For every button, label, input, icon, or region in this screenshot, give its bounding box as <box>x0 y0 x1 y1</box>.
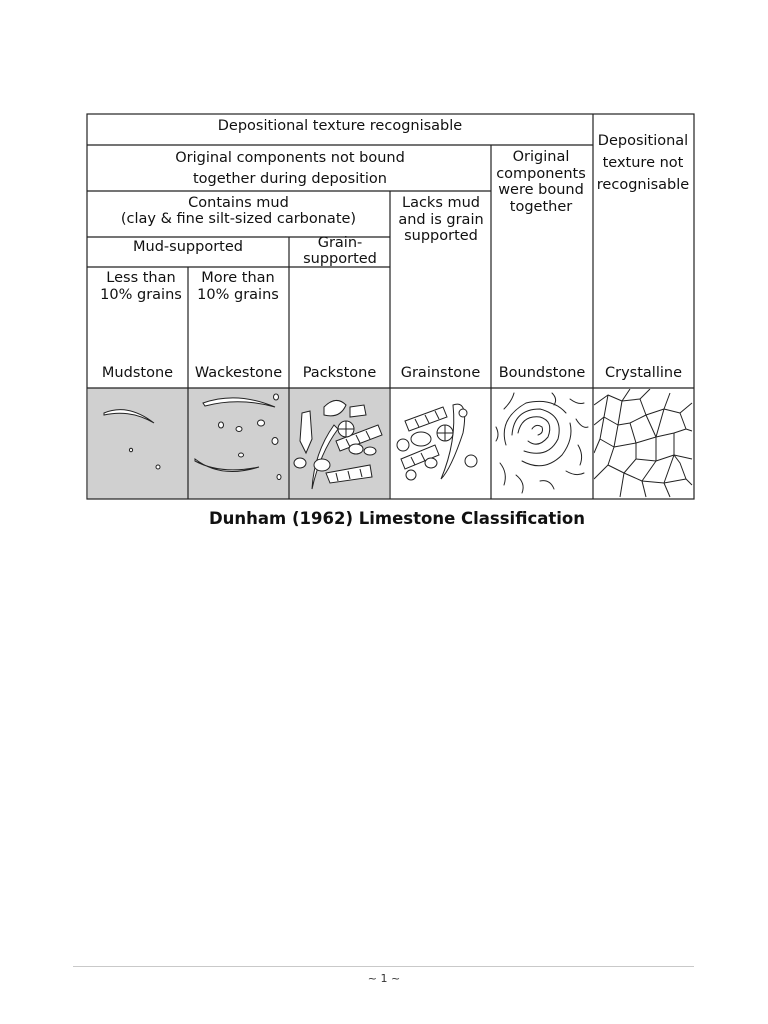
label-lacks-mud: Lacks mud and is grain supported <box>398 195 484 244</box>
label-contains-mud: Contains mud <box>188 195 289 211</box>
label-mud-supported: Mud-supported <box>133 239 243 255</box>
figure-caption: Dunham (1962) Limestone Classification <box>208 509 585 528</box>
label-not-bound: Original components not bound together during deposition <box>175 150 405 187</box>
footer-divider <box>73 966 694 967</box>
header-recognisable: Depositional texture recognisable <box>217 118 463 134</box>
rock-name-grainstone: Grainstone <box>400 365 481 381</box>
label-grain-supported: Grain-supported <box>303 235 377 267</box>
rock-name-mudstone: Mudstone <box>101 365 174 381</box>
rock-name-packstone: Packstone <box>302 365 377 381</box>
label-less-than: Less than 10% grains <box>100 270 182 303</box>
packstone-texture <box>290 389 390 498</box>
header-not-recognisable: Depositional texture not recognisable <box>596 133 690 193</box>
boundstone-texture <box>492 389 592 498</box>
wackestone-texture <box>189 389 289 498</box>
rock-name-boundstone: Boundstone <box>498 365 586 381</box>
label-bound: Original components were bound together <box>496 149 586 215</box>
rock-name-wackestone: Wackestone <box>194 365 283 381</box>
grainstone-texture <box>391 389 491 498</box>
label-more-than: More than 10% grains <box>197 270 279 303</box>
label-contains-mud-detail: (clay & fine silt-sized carbonate) <box>120 211 357 227</box>
crystalline-texture <box>594 389 693 498</box>
mudstone-texture <box>88 389 188 498</box>
rock-name-crystalline: Crystalline <box>605 365 682 381</box>
page-number: ~ 1 ~ <box>367 972 401 985</box>
